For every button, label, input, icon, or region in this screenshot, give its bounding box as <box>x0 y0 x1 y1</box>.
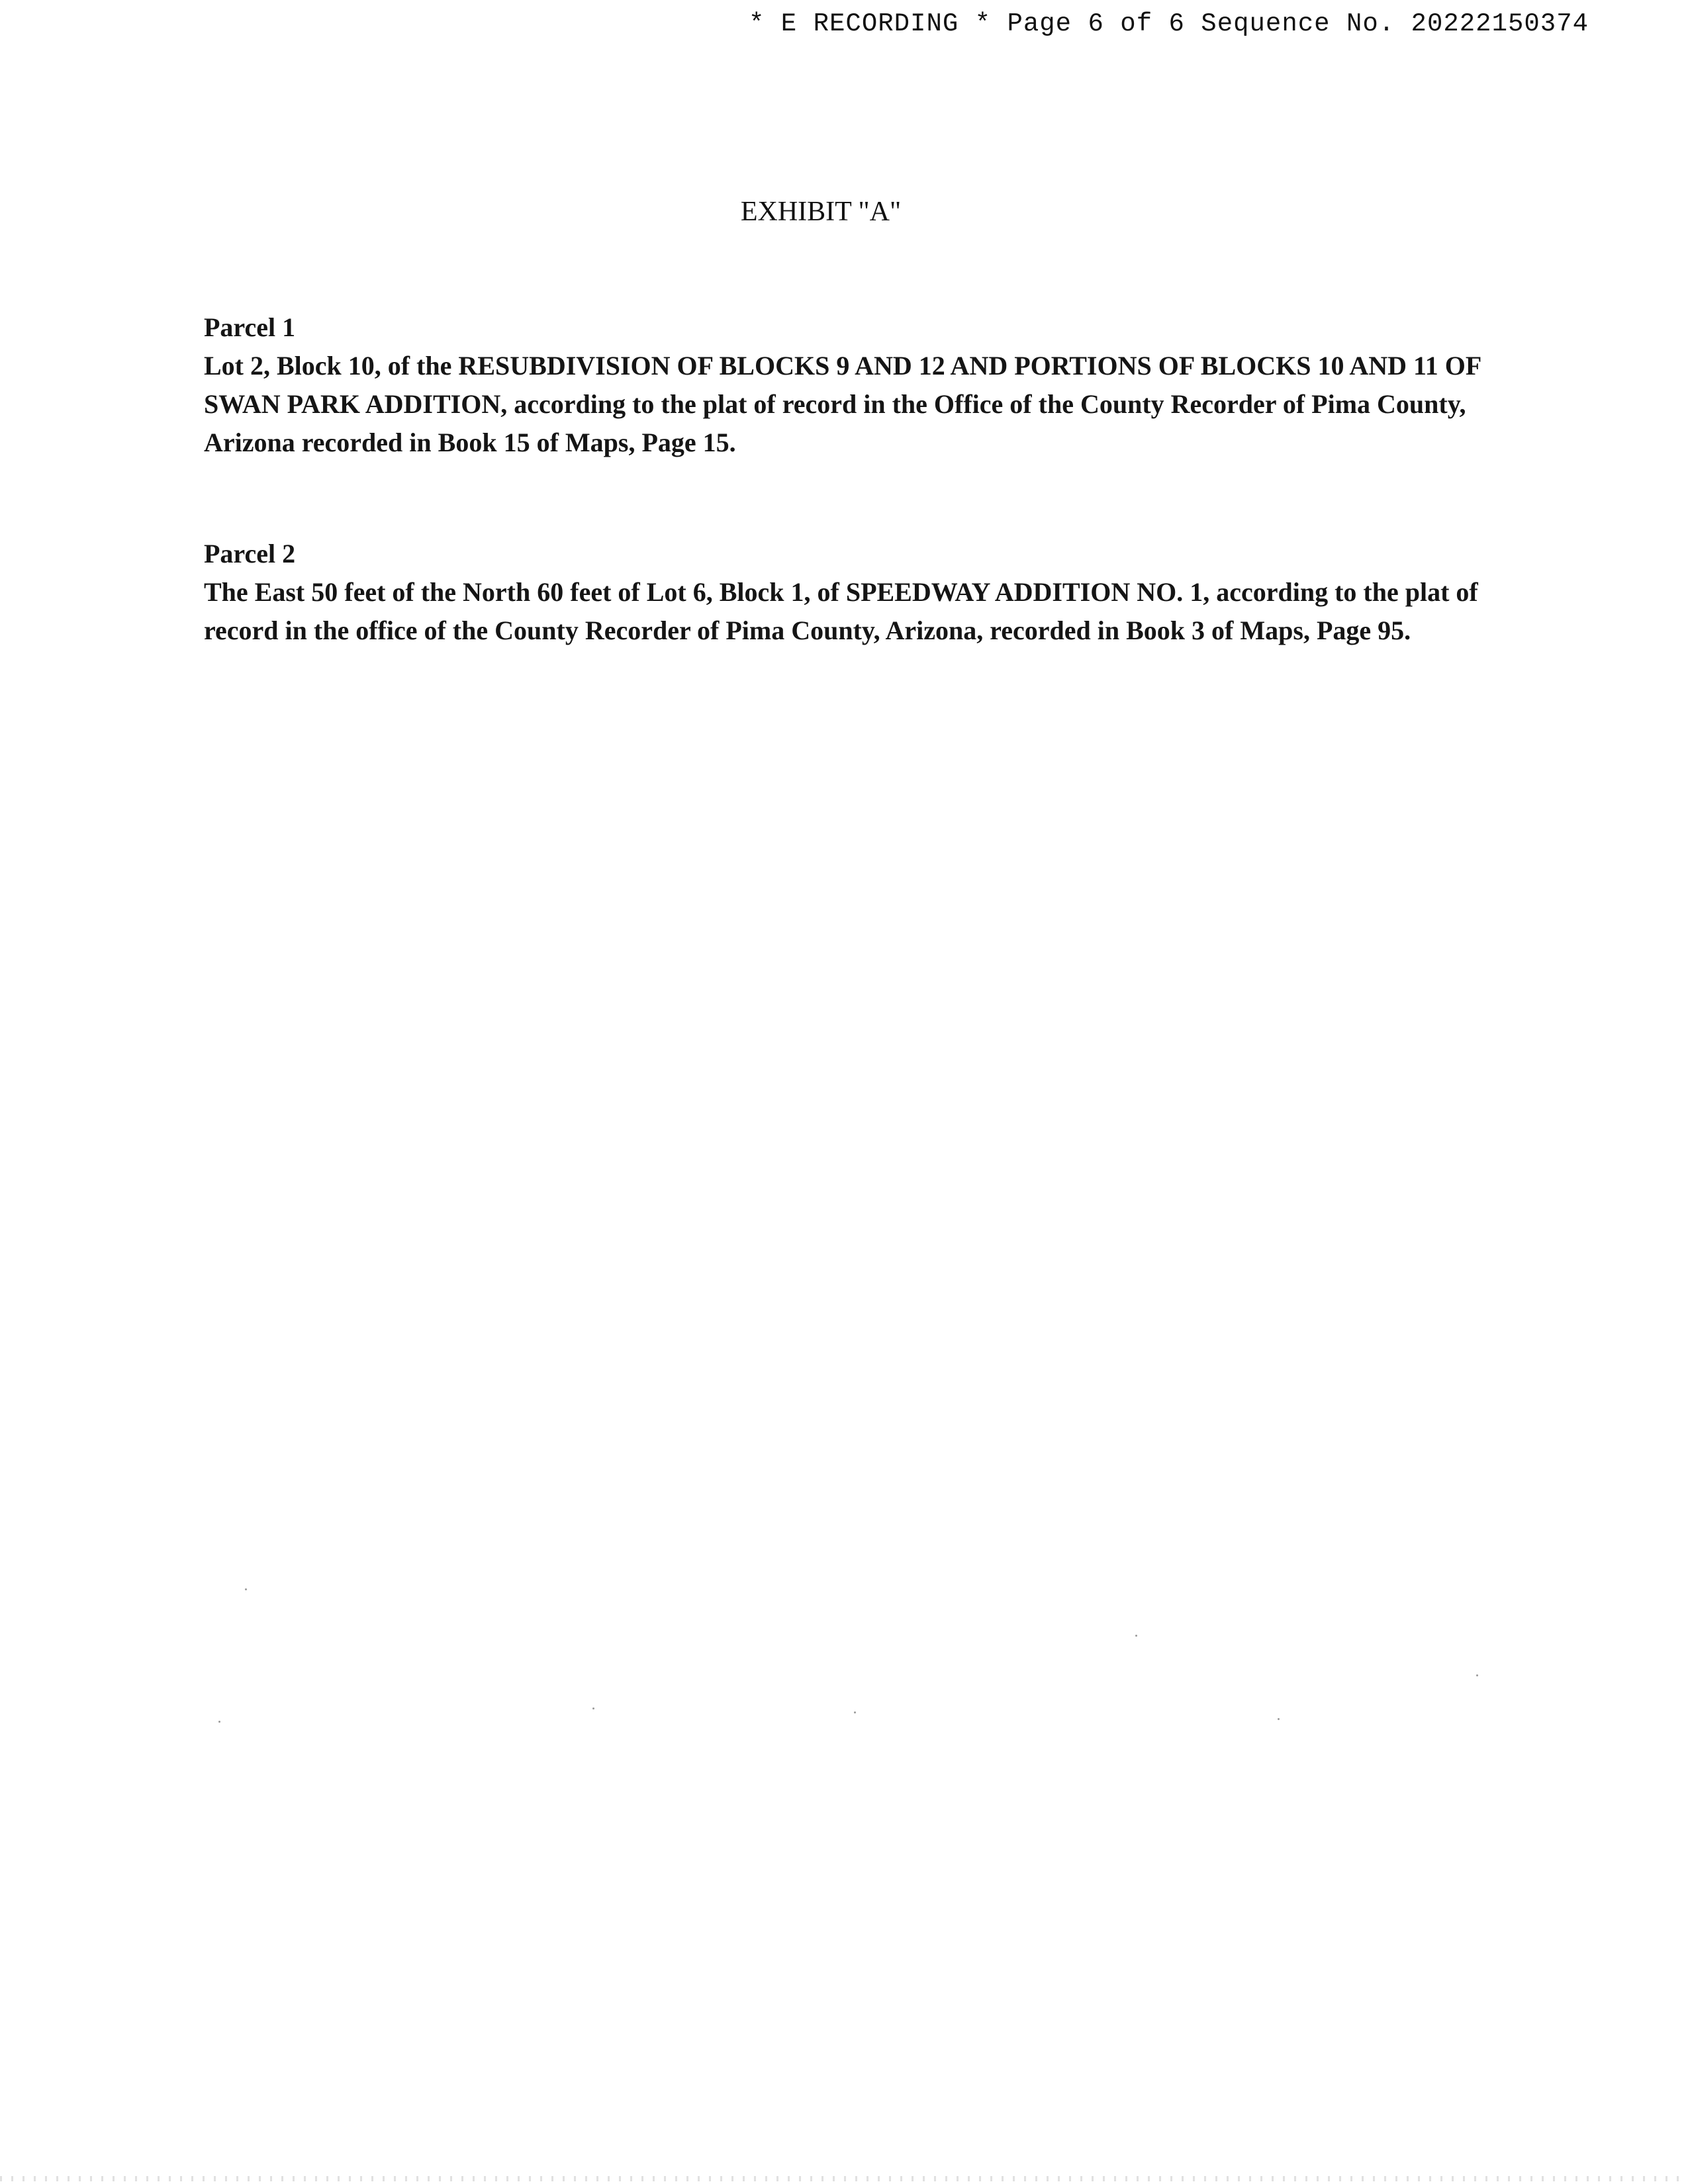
scan-speck <box>218 1721 220 1723</box>
scan-speck <box>854 1711 856 1713</box>
recording-header: * E RECORDING * Page 6 of 6 Sequence No. 20222150374 <box>749 9 1589 38</box>
scan-speck <box>1278 1718 1280 1720</box>
parcel-2-section <box>204 535 1534 650</box>
scan-speck <box>245 1588 247 1590</box>
parcel-2-description: The East 50 feet of the North 60 feet of Lot 6, Block 1, of SPEEDWAY ADDITION NO. 1, according to the plat of record in the office of the County Recorder of Pima County, Arizona, recorded in Book 3 of Maps, Page 95. <box>204 577 1478 645</box>
scan-speck <box>1135 1635 1137 1637</box>
parcel-2-heading: Parcel 2 <box>204 539 296 569</box>
parcel-1-section <box>204 308 1534 462</box>
scan-edge-noise <box>0 2176 1688 2181</box>
scan-speck <box>1476 1674 1478 1676</box>
parcel-1-heading: Parcel 1 <box>204 312 296 342</box>
scan-speck <box>592 1707 594 1709</box>
parcel-1-description: Lot 2, Block 10, of the RESUBDIVISION OF BLOCKS 9 AND 12 AND PORTIONS OF BLOCKS 10 AND 11 OF SWAN PARK ADDITION, according to the plat of record in the Office of the County Recorder of Pima County, Arizona recorded in Book 15 of Maps, Page 15. <box>204 351 1481 457</box>
exhibit-title: EXHIBIT "A" <box>740 197 902 227</box>
